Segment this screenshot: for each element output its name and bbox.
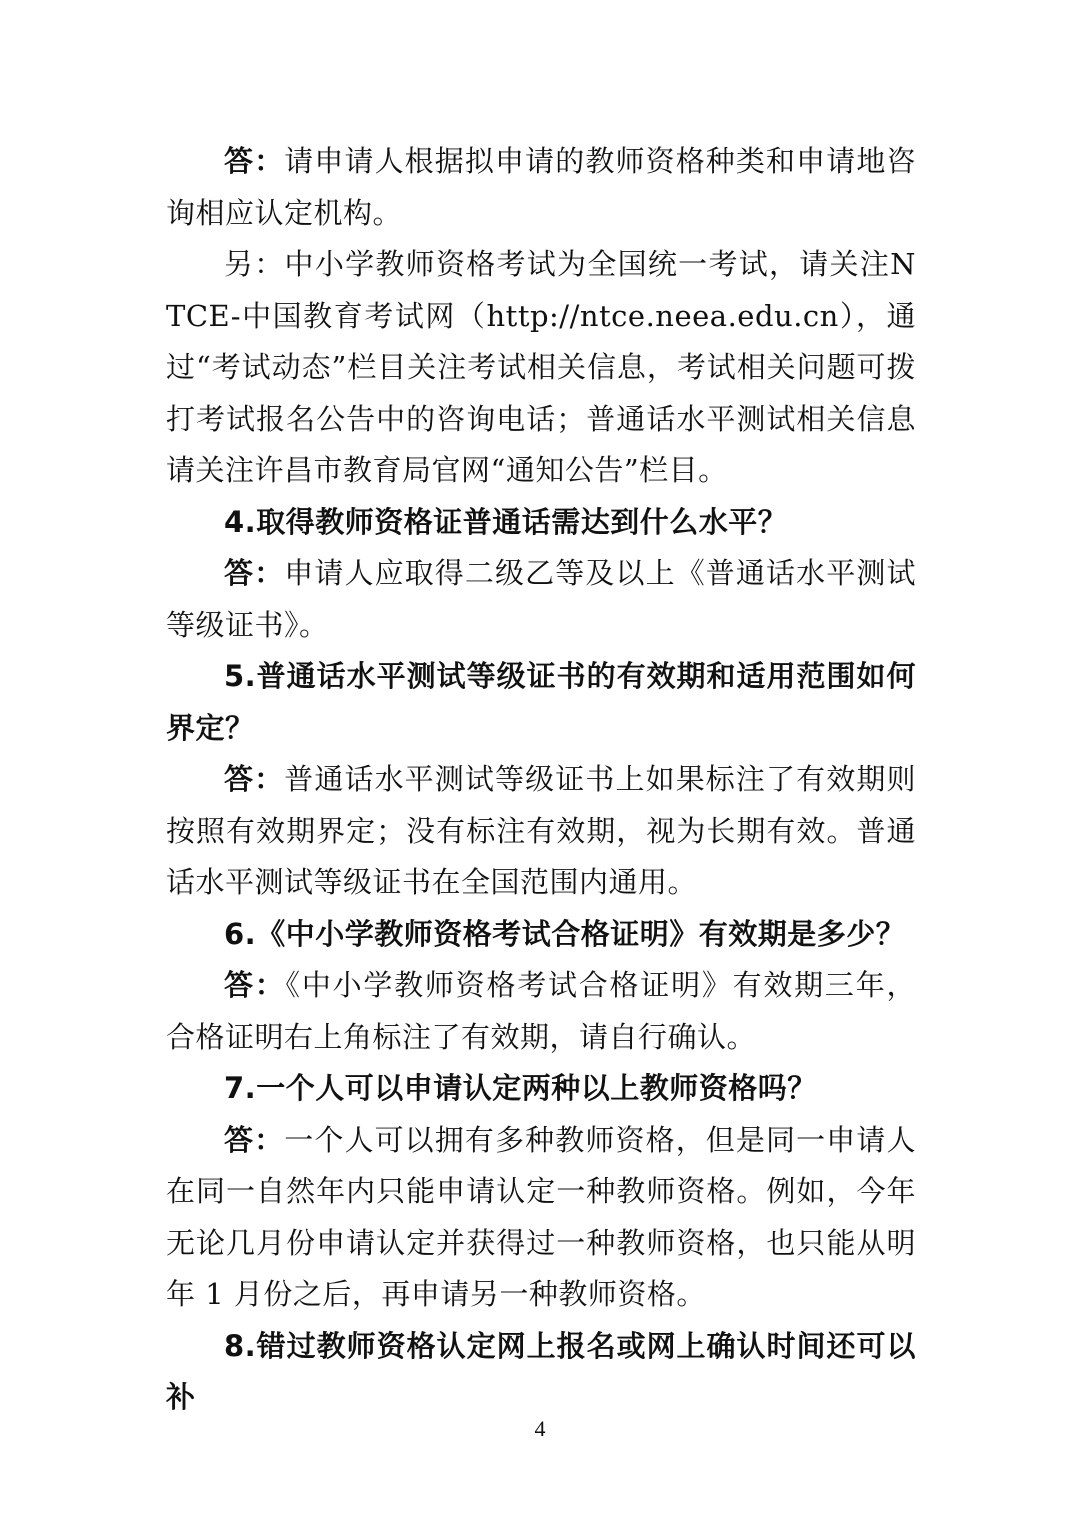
answer-text: 《中小学教师资格考试合格证明》有效期三年，合格证明右上角标注了有效期，请自行确认。: [166, 968, 916, 1054]
question-text: 5.普通话水平测试等级证书的有效期和适用范围如何界定？: [166, 659, 916, 745]
answer-paragraph: [166, 136, 916, 239]
answer-label: 答：: [224, 762, 285, 796]
answer-text: 普通话水平测试等级证书上如果标注了有效期则按照有效期界定；没有标注有效期，视为长期有效。普通话水平测试等级证书在全国范围内通用。: [166, 762, 916, 899]
question-text: 7.一个人可以申请认定两种以上教师资格吗？: [224, 1071, 817, 1105]
question-text: 8.错过教师资格认定网上报名或网上确认时间还可以补: [166, 1328, 916, 1414]
answer-paragraph: [166, 1115, 916, 1321]
question-heading: [166, 1063, 916, 1115]
question-text: 4.取得教师资格证普通话需达到什么水平？: [224, 504, 788, 539]
note-text: 另：中小学教师资格考试为全国统一考试，请关注NTCE-中国教育考试网（http://ntce.neea.edu.cn），通过“考试动态”栏目关注考试相关信息，考试相关问题可拨打考试报名公告中的咨询电话；普通话水平测试相关信息请关注许昌市教育局官网“通知公告”栏目。: [166, 247, 916, 487]
answer-text: 请申请人根据拟申请的教师资格种类和申请地咨询相应认定机构。: [166, 144, 916, 230]
note-paragraph: [166, 239, 916, 497]
page-number: 4: [534, 1416, 546, 1441]
answer-label: 答：: [224, 144, 285, 178]
answer-paragraph: [166, 548, 916, 651]
question-heading: [166, 909, 916, 961]
answer-label: 答：: [224, 556, 285, 590]
question-heading: [166, 651, 916, 754]
answer-text: 一个人可以拥有多种教师资格，但是同一申请人在同一自然年内只能申请认定一种教师资格。例如，今年无论几月份申请认定并获得过一种教师资格，也只能从明年 1 月份之后，再申请另一种教师资格。: [166, 1122, 916, 1311]
question-heading: [166, 497, 916, 549]
question-heading: [166, 1321, 916, 1424]
answer-paragraph: [166, 960, 916, 1063]
answer-label: 答：: [224, 1122, 285, 1157]
answer-label: 答：: [224, 968, 286, 1002]
document-body: [166, 136, 916, 1424]
answer-text: 申请人应取得二级乙等及以上《普通话水平测试等级证书》。: [166, 556, 916, 642]
answer-paragraph: [166, 754, 916, 909]
question-text: 6.《中小学教师资格考试合格证明》有效期是多少？: [224, 916, 906, 951]
